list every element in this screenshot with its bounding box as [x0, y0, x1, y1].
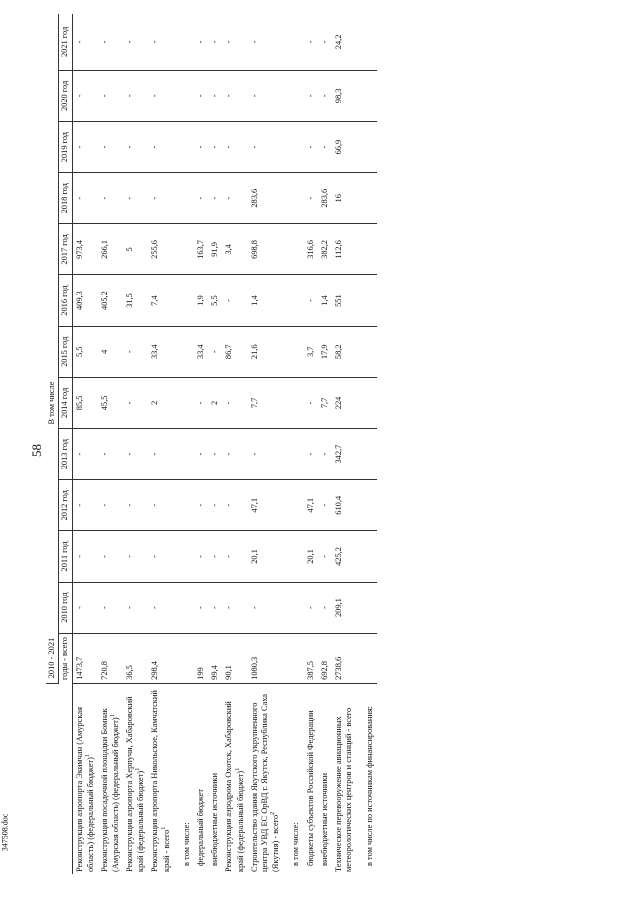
cell-2021: -: [248, 14, 284, 70]
cell-2012: 47,1: [248, 480, 284, 531]
row-name-text: Техническое перевооружение авиационных метеорологических центров и станций - всего: [334, 707, 354, 872]
table-row: [304, 14, 318, 874]
cell-2013: -: [318, 429, 332, 480]
cell-2019: -: [98, 121, 123, 172]
header-total-line2: годы - всего: [59, 633, 72, 683]
row-name-text: в том числе по источникам финансирования:: [364, 706, 374, 866]
cell-2018: -: [194, 173, 208, 224]
cell-2021: -: [123, 14, 148, 70]
row-name: [194, 683, 208, 874]
row-name: [357, 683, 377, 874]
cell-2016: 5,5: [208, 275, 222, 326]
row-name: [318, 683, 332, 874]
row-total: 90,1: [222, 633, 247, 683]
cell-2018: -: [72, 173, 98, 224]
cell-2021: -: [194, 14, 208, 70]
cell-2017: 163,7: [194, 224, 208, 275]
footnote-mark: 1: [110, 714, 117, 718]
cell-2018: 16: [332, 173, 357, 224]
row-name: [174, 683, 194, 874]
cell-2013: -: [304, 429, 318, 480]
row-name-text: федеральный бюджет: [195, 788, 205, 866]
header-year-2010: 2010 год: [59, 582, 72, 633]
row-total: 720,8: [98, 633, 123, 683]
row-name-text: Реконструкция аэропорта Никольское, Камчатский край - всего: [150, 690, 171, 872]
cell-2015: -: [123, 326, 148, 377]
cell-2020: [174, 70, 194, 121]
cell-2015: 4: [98, 326, 123, 377]
cell-2018: -: [148, 173, 173, 224]
cell-2020: -: [222, 70, 247, 121]
row-name-text: Строительство здания Якутского укрупненного центра УВД ЕС ОрВД г. Якутск, Республика Саха (Якутия) - всего: [249, 694, 281, 872]
header-year-2021: 2021 год: [59, 14, 72, 70]
row-name-text: в том числе:: [291, 822, 301, 866]
cell-2014: 2: [148, 377, 173, 428]
row-name-text: в том числе:: [181, 822, 191, 866]
header-year-2018: 2018 год: [59, 173, 72, 224]
cell-2010: [283, 582, 303, 633]
cell-2017: 973,4: [72, 224, 98, 275]
footnote-mark: 2: [270, 811, 277, 815]
cell-2011: [357, 531, 377, 582]
table-row: [194, 14, 208, 874]
cell-2014: -: [194, 377, 208, 428]
cell-2020: -: [318, 70, 332, 121]
row-total: [357, 633, 377, 683]
cell-2010: -: [248, 582, 284, 633]
cell-2018: 283,6: [318, 173, 332, 224]
cell-2018: -: [304, 173, 318, 224]
header-total-line1: 2010 - 2021: [46, 633, 59, 683]
cell-2015: 33,4: [194, 326, 208, 377]
header-spacer: [46, 429, 59, 634]
table-body: [72, 14, 377, 874]
row-total: 692,8: [318, 633, 332, 683]
table-row: [283, 14, 303, 874]
header-year-2014: 2014 год: [59, 377, 72, 428]
cell-2017: 255,6: [148, 224, 173, 275]
row-name: [222, 683, 247, 874]
cell-2020: -: [148, 70, 173, 121]
row-name-text: внебюджетные источники: [319, 773, 329, 866]
cell-2021: -: [304, 14, 318, 70]
cell-2020: -: [208, 70, 222, 121]
cell-2019: -: [123, 121, 148, 172]
cell-2014: -: [304, 377, 318, 428]
cell-2012: -: [208, 480, 222, 531]
cell-2010: -: [208, 582, 222, 633]
cell-2018: -: [208, 173, 222, 224]
rotated-table-container: [46, 14, 591, 874]
cell-2012: -: [98, 480, 123, 531]
row-name: [98, 683, 123, 874]
cell-2020: -: [123, 70, 148, 121]
cell-2012: -: [194, 480, 208, 531]
row-total: 2738,6: [332, 633, 357, 683]
cell-2020: -: [194, 70, 208, 121]
cell-2019: -: [318, 121, 332, 172]
cell-2015: [357, 326, 377, 377]
cell-2014: [283, 377, 303, 428]
header-year-2016: 2016 год: [59, 275, 72, 326]
cell-2011: -: [194, 531, 208, 582]
cell-2018: -: [222, 173, 247, 224]
cell-2011: 20,1: [304, 531, 318, 582]
cell-2011: -: [208, 531, 222, 582]
row-total: 298,4: [148, 633, 173, 683]
cell-2011: -: [318, 531, 332, 582]
cell-2017: 3,4: [222, 224, 247, 275]
cell-2017: [283, 224, 303, 275]
cell-2014: [174, 377, 194, 428]
header-year-2015: 2015 год: [59, 326, 72, 377]
cell-2016: [357, 275, 377, 326]
row-name-text: бюджеты субъектов Российской Федерации: [305, 710, 315, 866]
cell-2015: 5,5: [72, 326, 98, 377]
cell-2010: -: [72, 582, 98, 633]
cell-2016: 405,2: [98, 275, 123, 326]
cell-2019: 66,9: [332, 121, 357, 172]
cell-2014: 7,7: [318, 377, 332, 428]
cell-2017: 5: [123, 224, 148, 275]
cell-2013: [174, 429, 194, 480]
cell-2010: -: [148, 582, 173, 633]
header-group-label: В том числе: [46, 14, 59, 429]
row-name-text: внебюджетные источники: [210, 773, 220, 866]
row-total: 199: [194, 633, 208, 683]
cell-2013: [357, 429, 377, 480]
table-frame: [46, 14, 591, 874]
table-row: [222, 14, 247, 874]
cell-2017: 316,6: [304, 224, 318, 275]
cell-2019: -: [194, 121, 208, 172]
cell-2013: -: [194, 429, 208, 480]
cell-2014: 45,5: [98, 377, 123, 428]
cell-2020: -: [98, 70, 123, 121]
row-total: 387,5: [304, 633, 318, 683]
cell-2014: 7,7: [248, 377, 284, 428]
cell-2012: [283, 480, 303, 531]
cell-2011: 20,1: [248, 531, 284, 582]
cell-2021: -: [98, 14, 123, 70]
cell-2010: -: [304, 582, 318, 633]
cell-2019: [283, 121, 303, 172]
cell-2017: 698,8: [248, 224, 284, 275]
cell-2016: 1,9: [194, 275, 208, 326]
row-name-text: Реконструкция аэродрома Охотск, Хабаровский край (федеральный бюджет): [224, 701, 245, 872]
cell-2020: 98,3: [332, 70, 357, 121]
cell-2014: -: [123, 377, 148, 428]
cell-2016: -: [304, 275, 318, 326]
cell-2011: -: [123, 531, 148, 582]
cell-2014: -: [222, 377, 247, 428]
cell-2010: -: [222, 582, 247, 633]
row-total: 99,4: [208, 633, 222, 683]
cell-2011: -: [148, 531, 173, 582]
cell-2020: -: [304, 70, 318, 121]
table-row: [98, 14, 123, 874]
footnote-mark: 1: [160, 826, 167, 830]
table-row: [148, 14, 173, 874]
cell-2021: 24,2: [332, 14, 357, 70]
cell-2012: -: [72, 480, 98, 531]
cell-2015: 17,9: [318, 326, 332, 377]
cell-2015: 33,4: [148, 326, 173, 377]
cell-2012: -: [222, 480, 247, 531]
cell-2017: [357, 224, 377, 275]
cell-2021: -: [208, 14, 222, 70]
cell-2016: 7,4: [148, 275, 173, 326]
cell-2015: [174, 326, 194, 377]
cell-2011: [174, 531, 194, 582]
cell-2013: -: [72, 429, 98, 480]
cell-2013: -: [98, 429, 123, 480]
cell-2015: 58,2: [332, 326, 357, 377]
header-year-2019: 2019 год: [59, 121, 72, 172]
table-row: [208, 14, 222, 874]
cell-2010: [174, 582, 194, 633]
cell-2010: -: [318, 582, 332, 633]
row-total: 1473,7: [72, 633, 98, 683]
cell-2014: 85,5: [72, 377, 98, 428]
cell-2014: [357, 377, 377, 428]
cell-2014: 224: [332, 377, 357, 428]
cell-2018: [357, 173, 377, 224]
row-name: [304, 683, 318, 874]
cell-2012: 610,4: [332, 480, 357, 531]
cell-2016: -: [222, 275, 247, 326]
table-header: [46, 14, 72, 874]
row-name-text: Реконструкция аэропорта Херпучи, Хабаровский край (федеральный бюджет): [125, 696, 146, 872]
cell-2013: 342,7: [332, 429, 357, 480]
cell-2016: 31,5: [123, 275, 148, 326]
cell-2021: [357, 14, 377, 70]
cell-2018: -: [123, 173, 148, 224]
table-row: [332, 14, 357, 874]
cell-2012: -: [123, 480, 148, 531]
cell-2013: -: [222, 429, 247, 480]
header-year-2017: 2017 год: [59, 224, 72, 275]
cell-2019: [357, 121, 377, 172]
cell-2019: -: [248, 121, 284, 172]
cell-2015: -: [208, 326, 222, 377]
cell-2017: 91,9: [208, 224, 222, 275]
cell-2020: [283, 70, 303, 121]
cell-2019: [174, 121, 194, 172]
cell-2021: [174, 14, 194, 70]
cell-2019: -: [222, 121, 247, 172]
cell-2019: -: [72, 121, 98, 172]
row-total: [283, 633, 303, 683]
cell-2018: -: [98, 173, 123, 224]
cell-2017: [174, 224, 194, 275]
row-name: [248, 683, 284, 874]
cell-2016: 409,3: [72, 275, 98, 326]
cell-2010: [357, 582, 377, 633]
cell-2016: 1,4: [318, 275, 332, 326]
header-name-cell: [46, 683, 72, 874]
footnote-mark: 1: [135, 767, 142, 771]
cell-2010: -: [98, 582, 123, 633]
cell-2015: 86,7: [222, 326, 247, 377]
row-name: [148, 683, 173, 874]
cell-2019: -: [148, 121, 173, 172]
cell-2020: [357, 70, 377, 121]
row-total: 1080,3: [248, 633, 284, 683]
header-year-2020: 2020 год: [59, 70, 72, 121]
cell-2012: [357, 480, 377, 531]
cell-2019: -: [304, 121, 318, 172]
header-year-2011: 2011 год: [59, 531, 72, 582]
document-id: 347508.doc: [0, 813, 10, 852]
row-name: [123, 683, 148, 874]
cell-2021: -: [222, 14, 247, 70]
cell-2013: [283, 429, 303, 480]
row-name: [72, 683, 98, 874]
cell-2018: 283,6: [248, 173, 284, 224]
cell-2012: [174, 480, 194, 531]
cell-2021: -: [72, 14, 98, 70]
cell-2015: 21,6: [248, 326, 284, 377]
cell-2011: -: [98, 531, 123, 582]
cell-2016: [174, 275, 194, 326]
cell-2015: [283, 326, 303, 377]
cell-2020: -: [248, 70, 284, 121]
row-name: [283, 683, 303, 874]
cell-2017: 382,2: [318, 224, 332, 275]
row-total: 36,5: [123, 633, 148, 683]
cell-2015: 3,7: [304, 326, 318, 377]
cell-2016: [283, 275, 303, 326]
cell-2010: 209,1: [332, 582, 357, 633]
cell-2012: 47,1: [304, 480, 318, 531]
cell-2010: -: [123, 582, 148, 633]
cell-2016: 551: [332, 275, 357, 326]
cell-2021: -: [148, 14, 173, 70]
cell-2011: [283, 531, 303, 582]
row-name: [332, 683, 357, 874]
cell-2017: 266,1: [98, 224, 123, 275]
table-row: [318, 14, 332, 874]
cell-2011: 425,2: [332, 531, 357, 582]
cell-2014: 2: [208, 377, 222, 428]
footnote-mark: 1: [84, 754, 91, 758]
cell-2011: -: [72, 531, 98, 582]
cell-2011: -: [222, 531, 247, 582]
cell-2017: 112,6: [332, 224, 357, 275]
cell-2013: -: [208, 429, 222, 480]
cell-2013: -: [148, 429, 173, 480]
footnote-mark: 1: [234, 767, 241, 771]
cell-2021: [283, 14, 303, 70]
cell-2018: [283, 173, 303, 224]
header-year-2013: 2013 год: [59, 429, 72, 480]
row-name-text: Реконструкция посадочной площадки Бомнак (Амурская область) (федеральный бюджет): [99, 708, 120, 872]
row-total: [174, 633, 194, 683]
table-row: [123, 14, 148, 874]
cell-2013: -: [123, 429, 148, 480]
table-row: [357, 14, 377, 874]
cell-2018: [174, 173, 194, 224]
table-row: [248, 14, 284, 874]
financing-table: [46, 14, 377, 874]
cell-2021: -: [318, 14, 332, 70]
cell-2020: -: [72, 70, 98, 121]
cell-2012: -: [318, 480, 332, 531]
row-name-text: Реконструкция аэропорта Экимчан (Амурская область) (федеральный бюджет): [74, 707, 95, 872]
cell-2019: -: [208, 121, 222, 172]
header-year-2012: 2012 год: [59, 480, 72, 531]
cell-2012: -: [148, 480, 173, 531]
page-number: 58: [29, 444, 44, 457]
cell-2010: -: [194, 582, 208, 633]
table-row: [174, 14, 194, 874]
table-row: [72, 14, 98, 874]
row-name: [208, 683, 222, 874]
cell-2013: -: [248, 429, 284, 480]
cell-2016: 1,4: [248, 275, 284, 326]
